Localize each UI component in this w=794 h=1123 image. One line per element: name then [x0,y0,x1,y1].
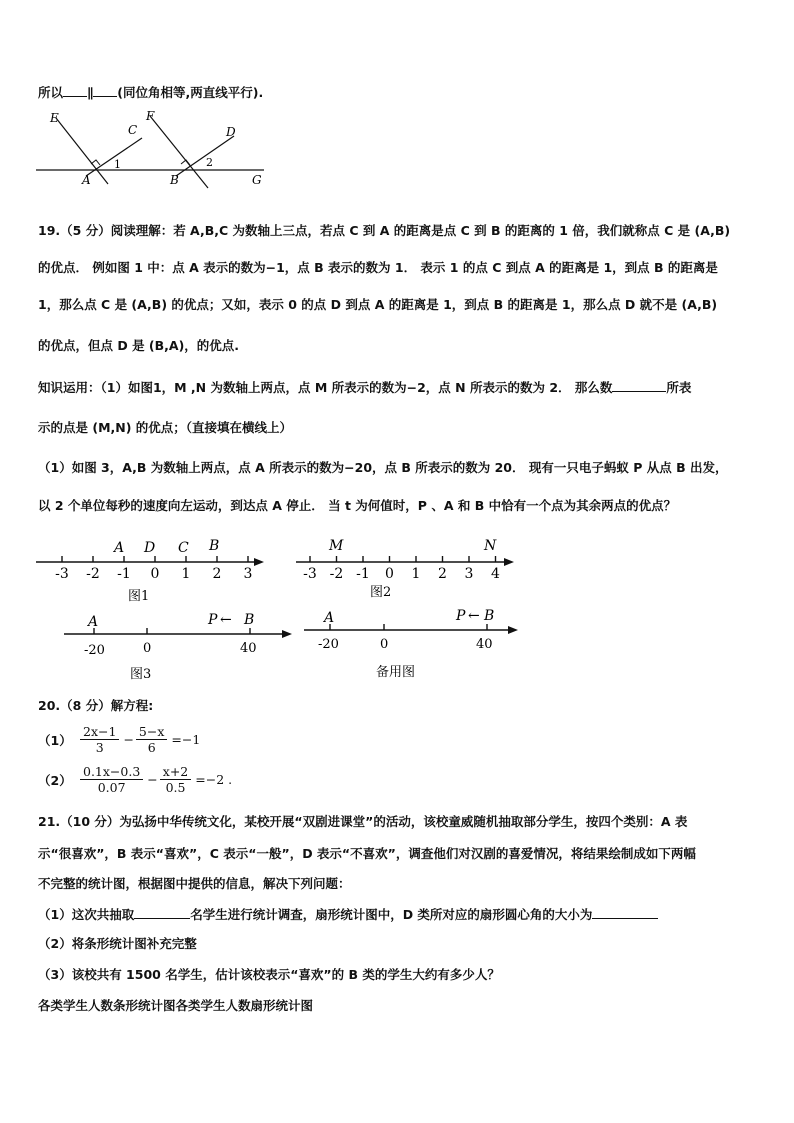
q19-line-1: 19.（5 分）阅读理解：若 A,B,C 为数轴上三点，若点 C 到 A 的距离是点 C 到 B 的距离的 1 倍，我们就称点 C 是 (A,B) [38,223,731,238]
point-M-label: M [329,538,344,554]
value-40: 40 [476,637,493,652]
tick-label: -1 [117,566,131,582]
value-0: 0 [143,641,152,656]
tick-label: -2 [86,566,100,582]
q19-line-5-tail: 所表 [666,380,692,395]
figure-1-caption: 图1 [128,589,150,604]
fraction [80,724,119,755]
point-N-label: N [484,538,497,554]
conclusion-suffix: (同位角相等,两直线平行). [117,85,264,100]
point-B-label: B [244,612,255,628]
figure-3-caption: 图3 [130,667,152,682]
tick-label: 4 [491,566,500,582]
denominator: 6 [147,740,156,755]
tick-label: -2 [329,566,344,582]
tick-label: 3 [243,566,253,582]
label-G: G [252,173,262,187]
number-line-figure-1 [36,534,276,604]
point-B-label: B [484,608,495,624]
label-F: F [146,109,155,123]
value-0: 0 [380,637,389,652]
point-A-label: A [88,614,99,630]
label-B: B [170,173,179,187]
q19-line-4: 的优点，但点 D 是 (B,A)，的优点. [38,338,240,353]
number-line-spare-figure [300,604,540,684]
tick-label: 0 [150,566,160,582]
label-E: E [50,111,59,125]
label-D: D [226,125,236,139]
fraction [80,764,143,795]
q21-line-2: 示“很喜欢”，B 表示“喜欢”，C 表示“一般”，D 表示“不喜欢”，调查他们对汉剧的喜爱情况，将结果绘制成如下两幅 [38,846,696,861]
tick-label: 2 [212,566,222,582]
conclusion-line [38,83,263,102]
equation-2 [38,764,232,795]
q21-line-1: 21.（10 分）为弘扬中华传统文化，某校开展“双剧进课堂”的活动，该校童威随机抽取部分学生，按四个类别：A 表 [38,814,688,829]
tick-label: 2 [438,566,447,582]
q21-question-1-mid: 名学生进行统计调查，扇形统计图中，D 类所对应的扇形圆心角的大小为 [190,907,593,922]
q19-line-7: （1）如图 3，A,B 为数轴上两点，点 A 所表示的数为−20，点 B 所表示的数为 20． 现有一只电子蚂蚁 P 从点 B 出发， [38,460,728,475]
figure-2-caption: 图2 [370,585,392,600]
ant-P-label: P [208,612,218,628]
equation-1-label: （1） [38,732,72,748]
numerator: x+2 [160,764,191,780]
q19-line-8: 以 2 个单位每秒的速度向左运动，到达点 A 停止． 当 t 为何值时，P 、A 和 B 中恰有一个点为其余两点的优点？ [38,498,677,513]
parallel-lines-figure [36,108,276,188]
spare-figure-caption: 备用图 [376,665,416,680]
minus-operator: − [123,732,134,747]
parallel-symbol: ∥ [87,85,94,100]
q19-line-5 [38,378,691,397]
tick-label: 1 [181,566,191,582]
q19-line-2: 的优点． 例如图 1 中：点 A 表示的数为−1，点 B 表示的数为 1． 表示 1 的点 C 到点 A 的距离是 1，到点 B 的距离是 [38,260,718,275]
point-C-label: C [178,540,189,556]
minus-operator: − [147,772,158,787]
tick-label: -3 [303,566,317,582]
point-A-label: A [324,610,335,626]
q21-question-2: （2）将条形统计图补充完整 [38,936,197,951]
q21-question-1 [38,905,658,924]
value-minus-20: -20 [318,637,339,652]
q21-line-3: 不完整的统计图，根据图中提供的信息，解决下列问题： [38,876,351,891]
ant-P-label: P [456,608,466,624]
tick-label: 1 [411,566,421,582]
denominator: 0.07 [97,780,126,795]
tick-label: -3 [55,566,69,582]
tick-label: 3 [464,566,474,582]
numerator: 2x−1 [80,724,119,740]
left-arrow-icon: ← [220,612,232,628]
right-hand-side: =−2 . [195,772,233,787]
q21-question-1-text: （1）这次共抽取 [38,907,135,922]
label-A: A [82,173,91,187]
fraction [136,724,167,755]
equation-1 [38,724,200,755]
answer-blank[interactable] [134,905,190,919]
tick-label: 0 [385,566,394,582]
angle-1-label: 1 [114,158,121,171]
q19-line-3: 1，那么点 C 是 (A,B) 的优点；又如，表示 0 的点 D 到点 A 的距离是 1，到点 B 的距离是 1，那么点 D 就不是 (A,B) [38,297,718,312]
numerator: 5−x [136,724,167,740]
answer-blank[interactable] [592,905,658,919]
angle-2-label: 2 [206,156,213,169]
denominator: 0.5 [165,780,186,795]
answer-blank[interactable] [612,378,666,392]
point-D-label: D [144,540,156,556]
number-line-figure-2 [296,534,526,604]
point-A-label: A [114,540,125,556]
value-40: 40 [240,641,257,656]
fraction [160,764,191,795]
q20-title: 20.（8 分）解方程: [38,698,154,713]
tick-label: -1 [356,566,370,582]
answer-blank[interactable] [93,83,117,97]
q21-question-3: （3）该校共有 1500 名学生，估计该校表示“喜欢”的 B 类的学生大约有多少人？ [38,967,500,982]
left-arrow-icon: ← [468,608,480,624]
chart-captions: 各类学生人数条形统计图各类学生人数扇形统计图 [38,998,314,1013]
q19-line-5-text: 知识运用：（1）如图1，M ,N 为数轴上两点，点 M 所表示的数为−2，点 N 所表示的数为 2． 那么数 [38,380,613,395]
label-C: C [128,123,138,137]
conclusion-prefix: 所以 [38,85,64,100]
q19-line-6: 示的点是 (M,N) 的优点；（直接填在横线上） [38,420,293,435]
point-B-label: B [209,538,220,554]
value-minus-20: -20 [84,643,105,658]
equation-2-label: （2） [38,772,72,788]
right-hand-side: =−1 [171,732,201,747]
denominator: 3 [95,740,104,755]
number-line-figure-3 [60,604,310,684]
numerator: 0.1x−0.3 [80,764,143,780]
answer-blank[interactable] [63,83,87,97]
